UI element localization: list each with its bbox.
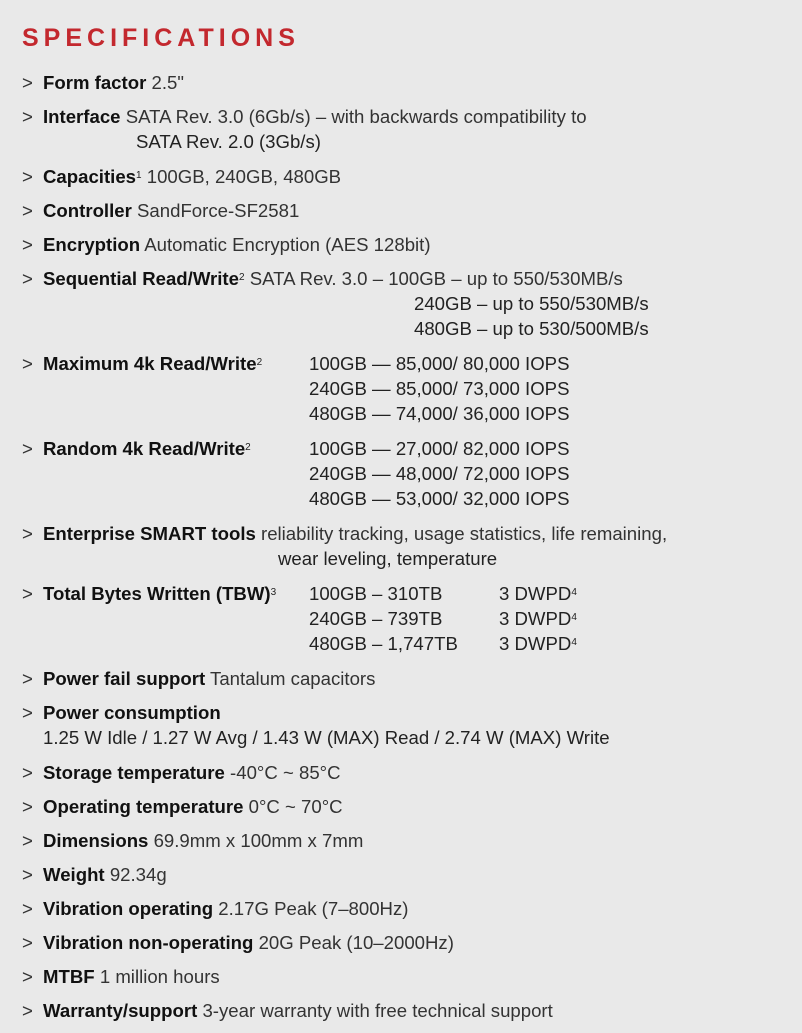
- spec-value: reliability tracking, usage statistics, life remaining,: [261, 523, 668, 544]
- spec-value: 2.5": [151, 72, 184, 93]
- spec-label: MTBF: [43, 966, 95, 987]
- spec-value-continued: 480GB — 53,000/ 32,000 IOPS: [309, 488, 570, 509]
- spec-label: Warranty/support: [43, 1000, 198, 1021]
- page-title: SPECIFICATIONS: [22, 24, 300, 52]
- spec-vibration-non-operating: [22, 930, 792, 955]
- bullet-icon: >: [22, 932, 33, 953]
- spec-label: Vibration non-operating: [43, 932, 254, 953]
- footnote-marker: 4: [571, 637, 577, 648]
- spec-value: 69.9mm x 100mm x 7mm: [153, 830, 364, 851]
- bullet-icon: >: [22, 830, 33, 851]
- spec-encryption: [22, 232, 792, 257]
- bullet-icon: >: [22, 200, 33, 221]
- spec-value: 20G Peak (10–2000Hz): [258, 932, 454, 953]
- spec-value: 100GB, 240GB, 480GB: [146, 166, 342, 187]
- spec-form-factor: [22, 70, 792, 95]
- bullet-icon: >: [22, 898, 33, 919]
- spec-value-continued: 480GB – up to 530/500MB/s: [414, 318, 649, 339]
- bullet-icon: >: [22, 796, 33, 817]
- spec-smart-tools: [22, 521, 792, 546]
- spec-label: Power consumption: [43, 702, 221, 723]
- bullet-icon: >: [22, 864, 33, 885]
- spec-value: -40°C ~ 85°C: [230, 762, 341, 783]
- spec-value: 100GB — 27,000/ 82,000 IOPS: [309, 438, 570, 459]
- spec-label: Power fail support: [43, 668, 206, 689]
- spec-label: Enterprise SMART tools: [43, 523, 256, 544]
- spec-label: Sequential Read/Write: [43, 268, 239, 289]
- spec-label: Vibration operating: [43, 898, 214, 919]
- spec-mtbf: [22, 964, 792, 989]
- bullet-icon: >: [22, 166, 33, 187]
- bullet-icon: >: [22, 702, 33, 723]
- spec-value: SATA Rev. 3.0 – 100GB – up to 550/530MB/s: [249, 268, 623, 289]
- bullet-icon: >: [22, 1000, 33, 1021]
- spec-value-continued: 240GB — 85,000/ 73,000 IOPS: [309, 378, 570, 399]
- spec-value: 1.25 W Idle / 1.27 W Avg / 1.43 W (MAX) Read / 2.74 W (MAX) Write: [43, 727, 610, 748]
- bullet-icon: >: [22, 762, 33, 783]
- spec-dimensions: [22, 828, 792, 853]
- bullet-icon: >: [22, 583, 33, 604]
- spec-label: Random 4k Read/Write: [43, 438, 246, 459]
- tbw-capacity: 100GB – 310TB: [309, 583, 443, 604]
- spec-label: Interface: [43, 106, 121, 127]
- spec-value: Tantalum capacitors: [210, 668, 376, 689]
- bullet-icon: >: [22, 72, 33, 93]
- spec-value: 0°C ~ 70°C: [248, 796, 343, 817]
- footnote-marker: 4: [571, 612, 577, 623]
- spec-storage-temp: [22, 760, 792, 785]
- spec-capacities: [22, 164, 792, 189]
- spec-power-fail: [22, 666, 792, 691]
- spec-label: Weight: [43, 864, 105, 885]
- spec-value-continued: SATA Rev. 2.0 (3Gb/s): [136, 131, 321, 152]
- spec-value-continued: wear leveling, temperature: [278, 548, 498, 569]
- spec-controller: [22, 198, 792, 223]
- tbw-capacity: 240GB – 739TB: [309, 608, 443, 629]
- spec-value: 1 million hours: [99, 966, 220, 987]
- spec-value-continued: 240GB — 48,000/ 72,000 IOPS: [309, 463, 570, 484]
- spec-label: Controller: [43, 200, 132, 221]
- bullet-icon: >: [22, 268, 33, 289]
- bullet-icon: >: [22, 234, 33, 255]
- spec-operating-temp: [22, 794, 792, 819]
- footnote-marker: 1: [136, 170, 142, 181]
- spec-label: Capacities: [43, 166, 137, 187]
- spec-sequential: [22, 266, 792, 291]
- spec-value: 100GB — 85,000/ 80,000 IOPS: [309, 353, 570, 374]
- spec-value: Automatic Encryption (AES 128bit): [144, 234, 431, 255]
- spec-value-continued: 480GB — 74,000/ 36,000 IOPS: [309, 403, 570, 424]
- tbw-capacity: 480GB – 1,747TB: [309, 633, 458, 654]
- spec-value: SATA Rev. 3.0 (6Gb/s) – with backwards compatibility to: [125, 106, 587, 127]
- footnote-marker: 2: [245, 442, 251, 453]
- spec-label: Storage temperature: [43, 762, 225, 783]
- footnote-marker: 4: [571, 587, 577, 598]
- spec-weight: [22, 862, 792, 887]
- spec-value: 2.17G Peak (7–800Hz): [218, 898, 409, 919]
- spec-value: 92.34g: [109, 864, 167, 885]
- spec-label: Maximum 4k Read/Write: [43, 353, 257, 374]
- bullet-icon: >: [22, 106, 33, 127]
- bullet-icon: >: [22, 353, 33, 374]
- tbw-dwpd: 3 DWPD$^4$: [499, 633, 577, 654]
- bullet-icon: >: [22, 668, 33, 689]
- tbw-dwpd: 3 DWPD$^4$: [499, 608, 577, 629]
- footnote-marker: 2: [238, 272, 245, 283]
- bullet-icon: >: [22, 523, 33, 544]
- spec-label: Encryption: [43, 234, 141, 255]
- tbw-dwpd: 3 DWPD$^4$: [499, 583, 577, 604]
- bullet-icon: >: [22, 966, 33, 987]
- spec-label: Total Bytes Written (TBW): [43, 583, 271, 604]
- spec-value: SandForce-SF2581: [137, 200, 300, 221]
- footnote-marker: 3: [270, 587, 277, 598]
- spec-vibration-operating: [22, 896, 792, 921]
- spec-label: Dimensions: [43, 830, 149, 851]
- spec-warranty: [22, 998, 792, 1023]
- spec-label: Form factor: [43, 72, 147, 93]
- spec-power-consumption: [22, 700, 792, 725]
- spec-value-continued: 240GB – up to 550/530MB/s: [414, 293, 649, 314]
- spec-interface: [22, 104, 792, 129]
- spec-value: 3-year warranty with free technical support: [202, 1000, 553, 1021]
- spec-label: Operating temperature: [43, 796, 244, 817]
- footnote-marker: 2: [256, 357, 263, 368]
- bullet-icon: >: [22, 438, 33, 459]
